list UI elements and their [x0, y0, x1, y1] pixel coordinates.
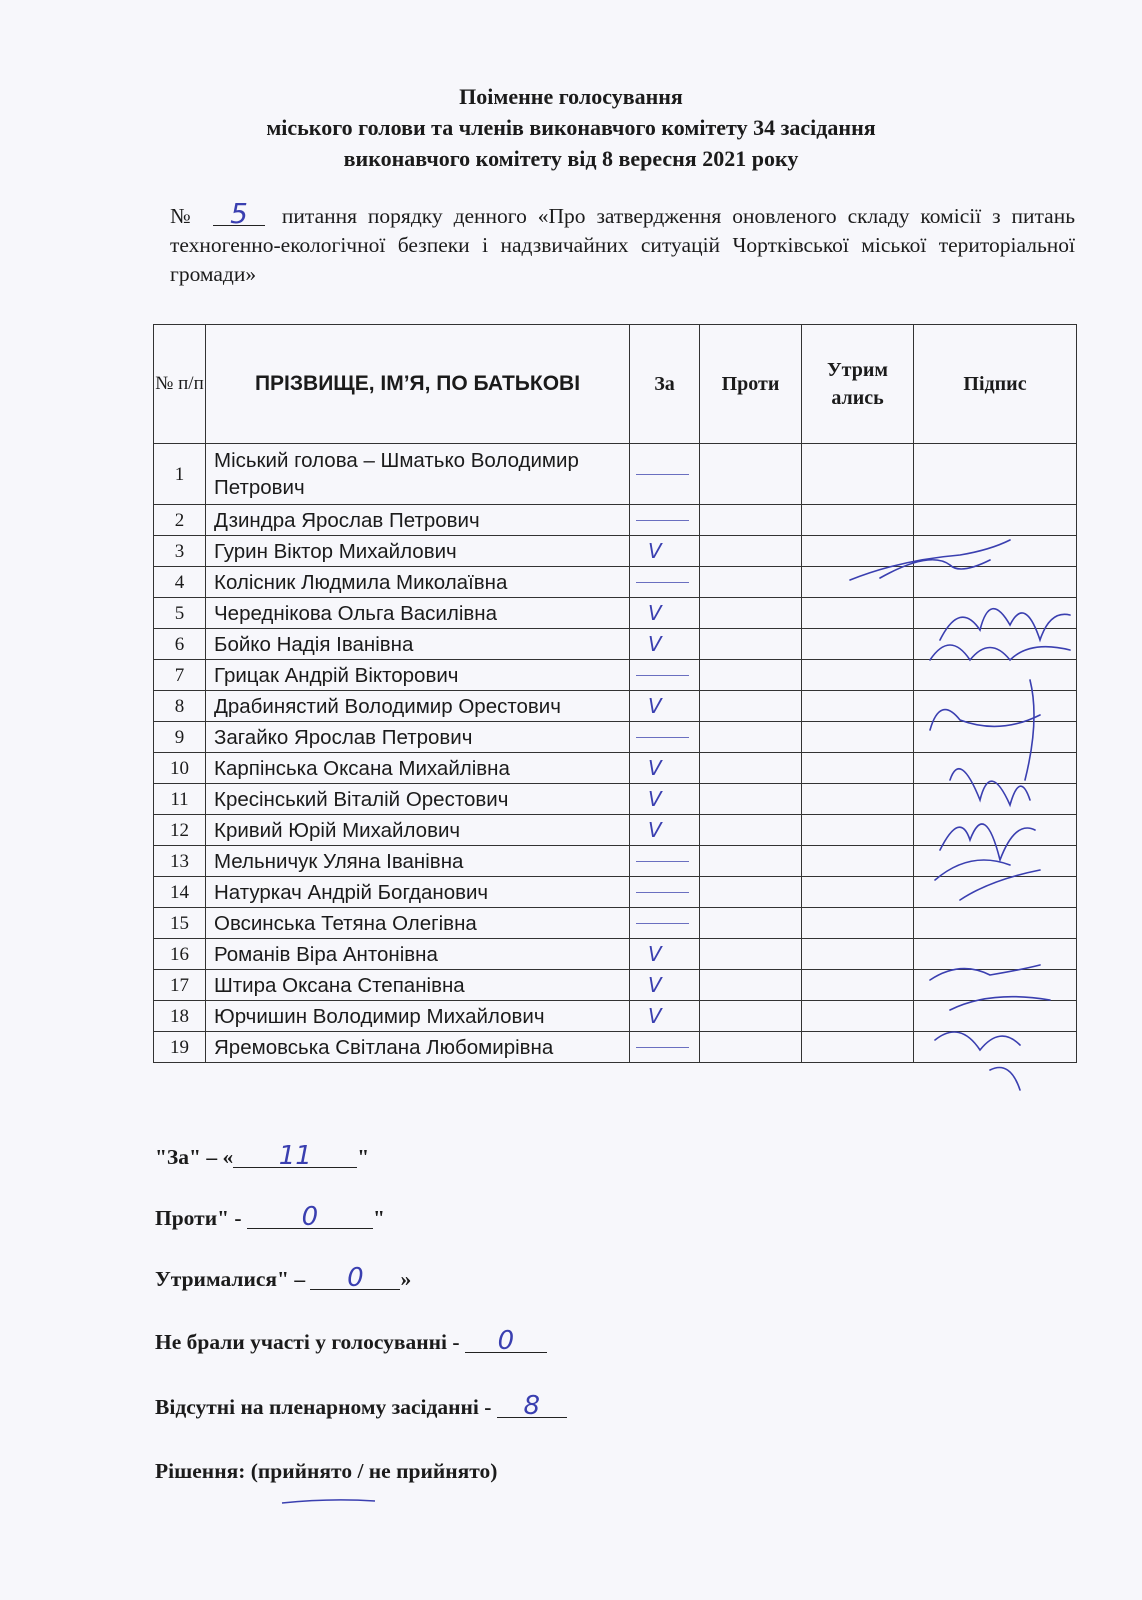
vote-against-cell [700, 908, 802, 939]
table-row [154, 1001, 1077, 1032]
signature-cell [914, 1032, 1077, 1063]
signature-cell [914, 598, 1077, 629]
vote-for-cell: V [630, 970, 700, 1001]
vote-abstained-cell [802, 1001, 914, 1032]
row-number: 2 [154, 505, 206, 536]
vote-against-cell [700, 536, 802, 567]
member-name: Бойко Надія Іванівна [206, 629, 630, 660]
vote-abstained-cell [802, 629, 914, 660]
table-row [154, 444, 1077, 505]
row-number: 12 [154, 815, 206, 846]
row-number: 13 [154, 846, 206, 877]
vote-against-cell [700, 784, 802, 815]
signature-cell [914, 660, 1077, 691]
signature-cell [914, 1001, 1077, 1032]
vote-for-cell: V [630, 1001, 700, 1032]
not-participated-count: 0 [465, 1330, 547, 1353]
table-row [154, 970, 1077, 1001]
signature-cell [914, 908, 1077, 939]
member-name: Кресінський Віталій Орестович [206, 784, 630, 815]
signature-cell [914, 444, 1077, 505]
row-number: 9 [154, 722, 206, 753]
absent-count: 8 [497, 1395, 567, 1418]
vote-abstained-cell [802, 660, 914, 691]
table-row [154, 753, 1077, 784]
vote-against-cell [700, 939, 802, 970]
header-against: Проти [700, 325, 802, 444]
vote-against-cell [700, 1032, 802, 1063]
header-signature: Підпис [914, 325, 1077, 444]
signature-cell [914, 629, 1077, 660]
table-row [154, 567, 1077, 598]
summary-absent: Відсутні на пленарному засіданні - 8 [155, 1393, 567, 1421]
against-count: 0 [247, 1206, 373, 1229]
signature-cell [914, 939, 1077, 970]
absent-dash [636, 861, 689, 862]
agenda-question [170, 197, 1076, 289]
table-row [154, 598, 1077, 629]
row-number: 15 [154, 908, 206, 939]
row-number: 16 [154, 939, 206, 970]
vote-for-cell: V [630, 753, 700, 784]
vote-for-cell [630, 567, 700, 598]
signature-cell [914, 753, 1077, 784]
signature-cell [914, 970, 1077, 1001]
member-name: Яремовська Світлана Любомирівна [206, 1032, 630, 1063]
vote-for-cell [630, 908, 700, 939]
vote-for-cell: V [630, 536, 700, 567]
table-row [154, 691, 1077, 722]
summary-decision: Рішення: (прийнято / не прийнято) [155, 1459, 498, 1483]
row-number: 5 [154, 598, 206, 629]
row-number: 19 [154, 1032, 206, 1063]
row-number: 3 [154, 536, 206, 567]
vote-abstained-cell [802, 846, 914, 877]
absent-dash [636, 1047, 689, 1048]
vote-abstained-cell [802, 505, 914, 536]
vote-for-cell [630, 444, 700, 505]
signature-cell [914, 722, 1077, 753]
row-number: 17 [154, 970, 206, 1001]
signature-cell [914, 505, 1077, 536]
row-number: 14 [154, 877, 206, 908]
signature-cell [914, 691, 1077, 722]
table-row [154, 536, 1077, 567]
vote-abstained-cell [802, 567, 914, 598]
member-name: Штира Оксана Степанівна [206, 970, 630, 1001]
summary-for: "За" – « 11 " [155, 1141, 370, 1171]
vote-for-cell: V [630, 691, 700, 722]
signature-cell [914, 567, 1077, 598]
vote-for-cell [630, 1032, 700, 1063]
vote-abstained-cell [802, 784, 914, 815]
table-row [154, 722, 1077, 753]
signature-cell [914, 815, 1077, 846]
number-sign: № [170, 204, 197, 228]
row-number: 4 [154, 567, 206, 598]
summary-abstained: Утрималися" – 0 » [155, 1263, 412, 1293]
vote-against-cell [700, 753, 802, 784]
signature-cell [914, 784, 1077, 815]
vote-for-cell: V [630, 598, 700, 629]
table-row [154, 505, 1077, 536]
vote-table [153, 324, 1077, 1063]
document-subtitle: міського голови та членів виконавчого комітету 34 засідання [266, 115, 876, 140]
table-row [154, 815, 1077, 846]
table-row [154, 1032, 1077, 1063]
member-name: Натуркач Андрій Богданович [206, 877, 630, 908]
member-name: Овсинська Тетяна Олегівна [206, 908, 630, 939]
signature-cell [914, 877, 1077, 908]
table-row [154, 908, 1077, 939]
vote-abstained-cell [802, 722, 914, 753]
absent-dash [636, 892, 689, 893]
vote-abstained-cell [802, 691, 914, 722]
member-name: Мельничук Уляна Іванівна [206, 846, 630, 877]
member-name: Грицак Андрій Вікторович [206, 660, 630, 691]
vote-for-cell: V [630, 629, 700, 660]
vote-abstained-cell [802, 1032, 914, 1063]
vote-against-cell [700, 815, 802, 846]
vote-abstained-cell [802, 815, 914, 846]
vote-against-cell [700, 629, 802, 660]
question-text: питання порядку денного «Про затвердження оновленого складу комісії з питань техногенно-екологічної безпеки і надзвичайних ситуацій Чортківської міської територіальної громади» [170, 204, 1076, 286]
vote-abstained-cell [802, 753, 914, 784]
row-number: 7 [154, 660, 206, 691]
vote-against-cell [700, 970, 802, 1001]
vote-against-cell [700, 567, 802, 598]
absent-dash [636, 737, 689, 738]
member-name: Загайко Ярослав Петрович [206, 722, 630, 753]
vote-for-cell [630, 660, 700, 691]
member-name: Кривий Юрій Михайлович [206, 815, 630, 846]
vote-for-cell [630, 505, 700, 536]
table-row [154, 877, 1077, 908]
member-name: Романів Віра Антонівна [206, 939, 630, 970]
member-name: Юрчишин Володимир Михайлович [206, 1001, 630, 1032]
vote-against-cell [700, 1001, 802, 1032]
vote-for-cell [630, 846, 700, 877]
member-name: Карпінська Оксана Михайлівна [206, 753, 630, 784]
header-abstained: Утрим ались [802, 325, 914, 444]
for-count: 11 [233, 1145, 357, 1168]
signature-cell [914, 536, 1077, 567]
document-title: Поіменне голосування [459, 84, 683, 109]
header-name: ПРІЗВИЩЕ, ІМ’Я, ПО БАТЬКОВІ [206, 325, 630, 444]
summary-not-participated: Не брали участі у голосуванні - 0 [155, 1328, 547, 1356]
vote-for-cell [630, 722, 700, 753]
row-number: 18 [154, 1001, 206, 1032]
vote-for-cell: V [630, 784, 700, 815]
table-row [154, 660, 1077, 691]
summary-against: Проти" - 0 " [155, 1202, 385, 1232]
member-name: Колісник Людмила Миколаївна [206, 567, 630, 598]
header-for: За [630, 325, 700, 444]
abstained-count: 0 [310, 1267, 400, 1290]
absent-dash [636, 474, 689, 475]
vote-abstained-cell [802, 939, 914, 970]
vote-abstained-cell [802, 908, 914, 939]
handwritten-question-number: 5 [213, 203, 265, 226]
table-row [154, 629, 1077, 660]
member-name: Драбинястий Володимир Орестович [206, 691, 630, 722]
document-date-line: виконавчого комітету від 8 вересня 2021 року [343, 146, 799, 171]
member-name: Дзиндра Ярослав Петрович [206, 505, 630, 536]
signature-cell [914, 846, 1077, 877]
table-row [154, 939, 1077, 970]
vote-against-cell [700, 598, 802, 629]
row-number: 1 [154, 444, 206, 505]
table-row [154, 846, 1077, 877]
member-name: Міський голова – Шматько Володимир Петрович [206, 444, 630, 505]
vote-abstained-cell [802, 598, 914, 629]
vote-for-cell [630, 877, 700, 908]
decision-underline-mark [280, 1495, 380, 1507]
vote-against-cell [700, 846, 802, 877]
vote-abstained-cell [802, 970, 914, 1001]
absent-dash [636, 582, 689, 583]
vote-against-cell [700, 722, 802, 753]
row-number: 11 [154, 784, 206, 815]
vote-against-cell [700, 505, 802, 536]
row-number: 8 [154, 691, 206, 722]
vote-abstained-cell [802, 444, 914, 505]
vote-against-cell [700, 877, 802, 908]
member-name: Череднікова Ольга Василівна [206, 598, 630, 629]
row-number: 6 [154, 629, 206, 660]
table-row [154, 784, 1077, 815]
vote-abstained-cell [802, 536, 914, 567]
vote-against-cell [700, 660, 802, 691]
vote-against-cell [700, 691, 802, 722]
vote-for-cell: V [630, 939, 700, 970]
vote-for-cell: V [630, 815, 700, 846]
member-name: Гурин Віктор Михайлович [206, 536, 630, 567]
vote-against-cell [700, 444, 802, 505]
row-number: 10 [154, 753, 206, 784]
vote-abstained-cell [802, 877, 914, 908]
absent-dash [636, 520, 689, 521]
header-number: № п/п [154, 325, 206, 444]
absent-dash [636, 923, 689, 924]
absent-dash [636, 675, 689, 676]
